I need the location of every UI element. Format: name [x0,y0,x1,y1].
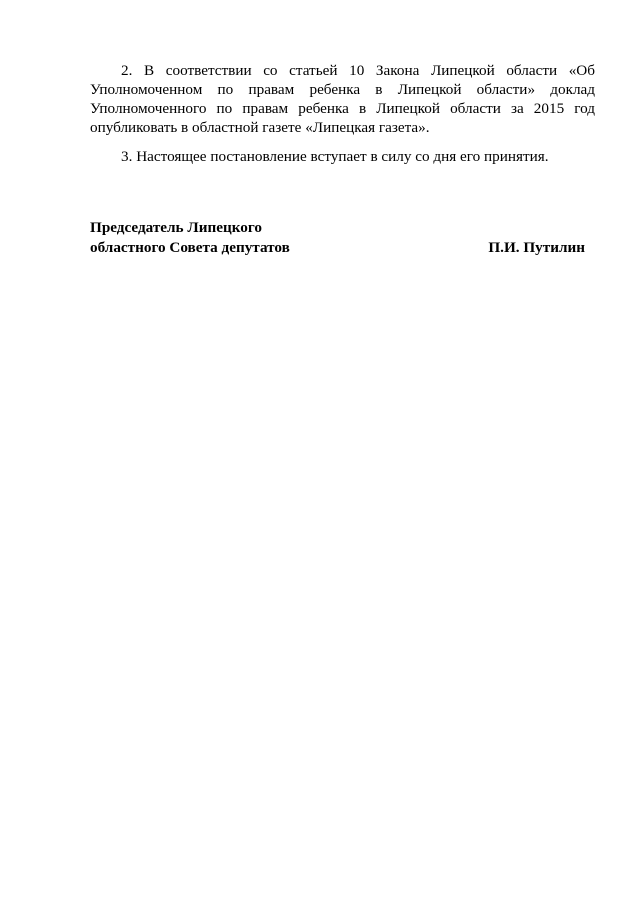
signature-block [90,218,585,258]
paragraph-2: 2. В соответствии со статьей 10 Закона Липецкой области «Об Уполномоченном по правам ребенка в Липецкой области» доклад Уполномоченного по правам ребенка в Липецкой области за 2015 год опубликовать в областной газете «Липецкая газета». [90,62,595,136]
signatory-title-line-1: Председатель Липецкого [90,219,262,236]
paragraph-3: 3. Настоящее постановление вступает в силу со дня его принятия. [121,148,549,165]
signatory-title-line-2: областного Совета депутатов [90,239,290,256]
signatory-name: П.И. Путилин [488,239,585,256]
